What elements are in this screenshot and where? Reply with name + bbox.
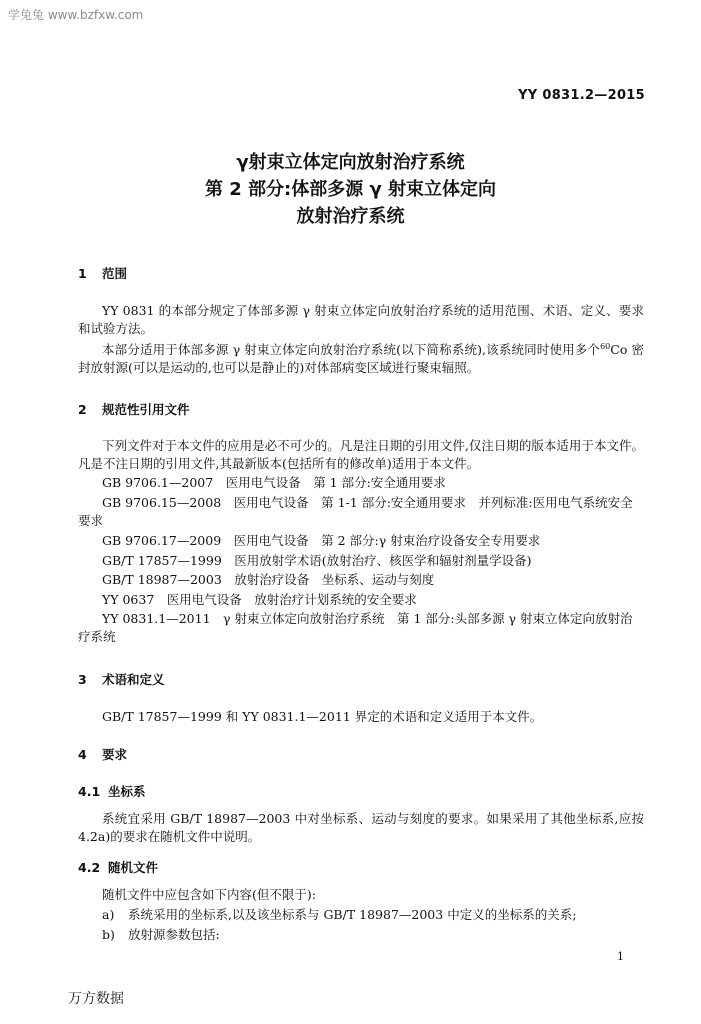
section-number: 4 [78,747,87,762]
section-number: 1 [78,266,87,281]
superscript: 60 [600,342,611,351]
section-title: 范围 [102,266,128,281]
doc-title-line3: 放射治疗系统 [296,206,405,227]
section-2-heading [78,400,190,418]
doc-title-line1: γ射束立体定向放射治疗系统 [236,152,465,173]
subsection-title: 坐标系 [108,784,146,799]
page-number: 1 [617,950,624,963]
list-item [102,926,644,944]
list-item-label: b) [102,927,115,942]
subsection-number: 4.1 [78,784,101,799]
paragraph-text: Co 密封放射源(可以是运动的,也可以是静止的)对体部病变区域进行聚束辐照。 [78,342,644,376]
list-item [102,906,644,924]
list-item-text: 放射源参数包括: [128,927,220,942]
section-1-paragraph-1: YY 0831 的本部分规定了体部多源 γ 射束立体定向放射治疗系统的适用范围、术语、定义、要求和试验方法。 [78,303,644,336]
standard-code: YY 0831.2—2015 [518,88,645,103]
paragraph-text: 本部分适用于体部多源 γ 射束立体定向放射治疗系统(以下简称系统),该系统同时使用多个 [102,342,601,358]
subsection-4-2-paragraph: 随机文件中应包含如下内容(但不限于): [102,887,316,902]
section-3-paragraph: GB/T 17857—1999 和 YY 0831.1—2011 界定的术语和定义适用于本文件。 [102,709,543,724]
reference-item: GB 9706.1—2007 医用电气设备 第 1 部分:安全通用要求 [102,475,446,490]
section-number: 3 [78,672,87,687]
reference-item: YY 0637 医用电气设备 放射治疗计划系统的安全要求 [102,592,417,607]
section-3-heading [78,670,165,688]
reference-item: GB 9706.17—2009 医用电气设备 第 2 部分:γ 射束治疗设备安全专用要求 [102,533,541,548]
subsection-4-1-paragraph: 系统宜采用 GB/T 18987—2003 中对坐标系、运动与刻度的要求。如果采用了其他坐标系,应按 4.2a)的要求在随机文件中说明。 [78,811,644,844]
section-number: 2 [78,402,87,417]
list-item-label: a) [102,907,115,922]
section-2-intro: 下列文件对于本文件的应用是必不可少的。凡是注日期的引用文件,仅注日期的版本适用于本文件。凡是不注日期的引用文件,其最新版本(包括所有的修改单)适用于本文件。 [78,438,644,471]
section-title: 要求 [102,747,128,762]
watermark-bottom: 万方数据 [68,991,124,1007]
section-1-heading [78,264,127,282]
doc-title-line2: 第 2 部分:体部多源 γ 射束立体定向 [204,179,497,200]
reference-item: GB 9706.15—2008 医用电气设备 第 1-1 部分:安全通用要求 并列标准:医用电气系统安全要求 [78,495,633,528]
reference-item: YY 0831.1—2011 γ 射束立体定向放射治疗系统 第 1 部分:头部多源 γ 射束立体定向放射治疗系统 [78,611,633,644]
subsection-4-2-heading [78,858,158,876]
list-item-text: 系统采用的坐标系,以及该坐标系与 GB/T 18987—2003 中定义的坐标系的关系; [128,907,577,922]
watermark-top: 学兔兔 www.bzfxw.com [8,8,144,22]
reference-item: GB/T 17857—1999 医用放射学术语(放射治疗、核医学和辐射剂量学设备) [102,553,532,568]
section-1-paragraph-2 [78,338,644,377]
section-4-heading [78,745,127,763]
section-title: 规范性引用文件 [102,402,190,417]
section-title: 术语和定义 [102,672,165,687]
subsection-title: 随机文件 [108,860,159,875]
subsection-4-1-heading [78,782,146,800]
subsection-number: 4.2 [78,860,101,875]
reference-item: GB/T 18987—2003 放射治疗设备 坐标系、运动与刻度 [102,572,435,587]
